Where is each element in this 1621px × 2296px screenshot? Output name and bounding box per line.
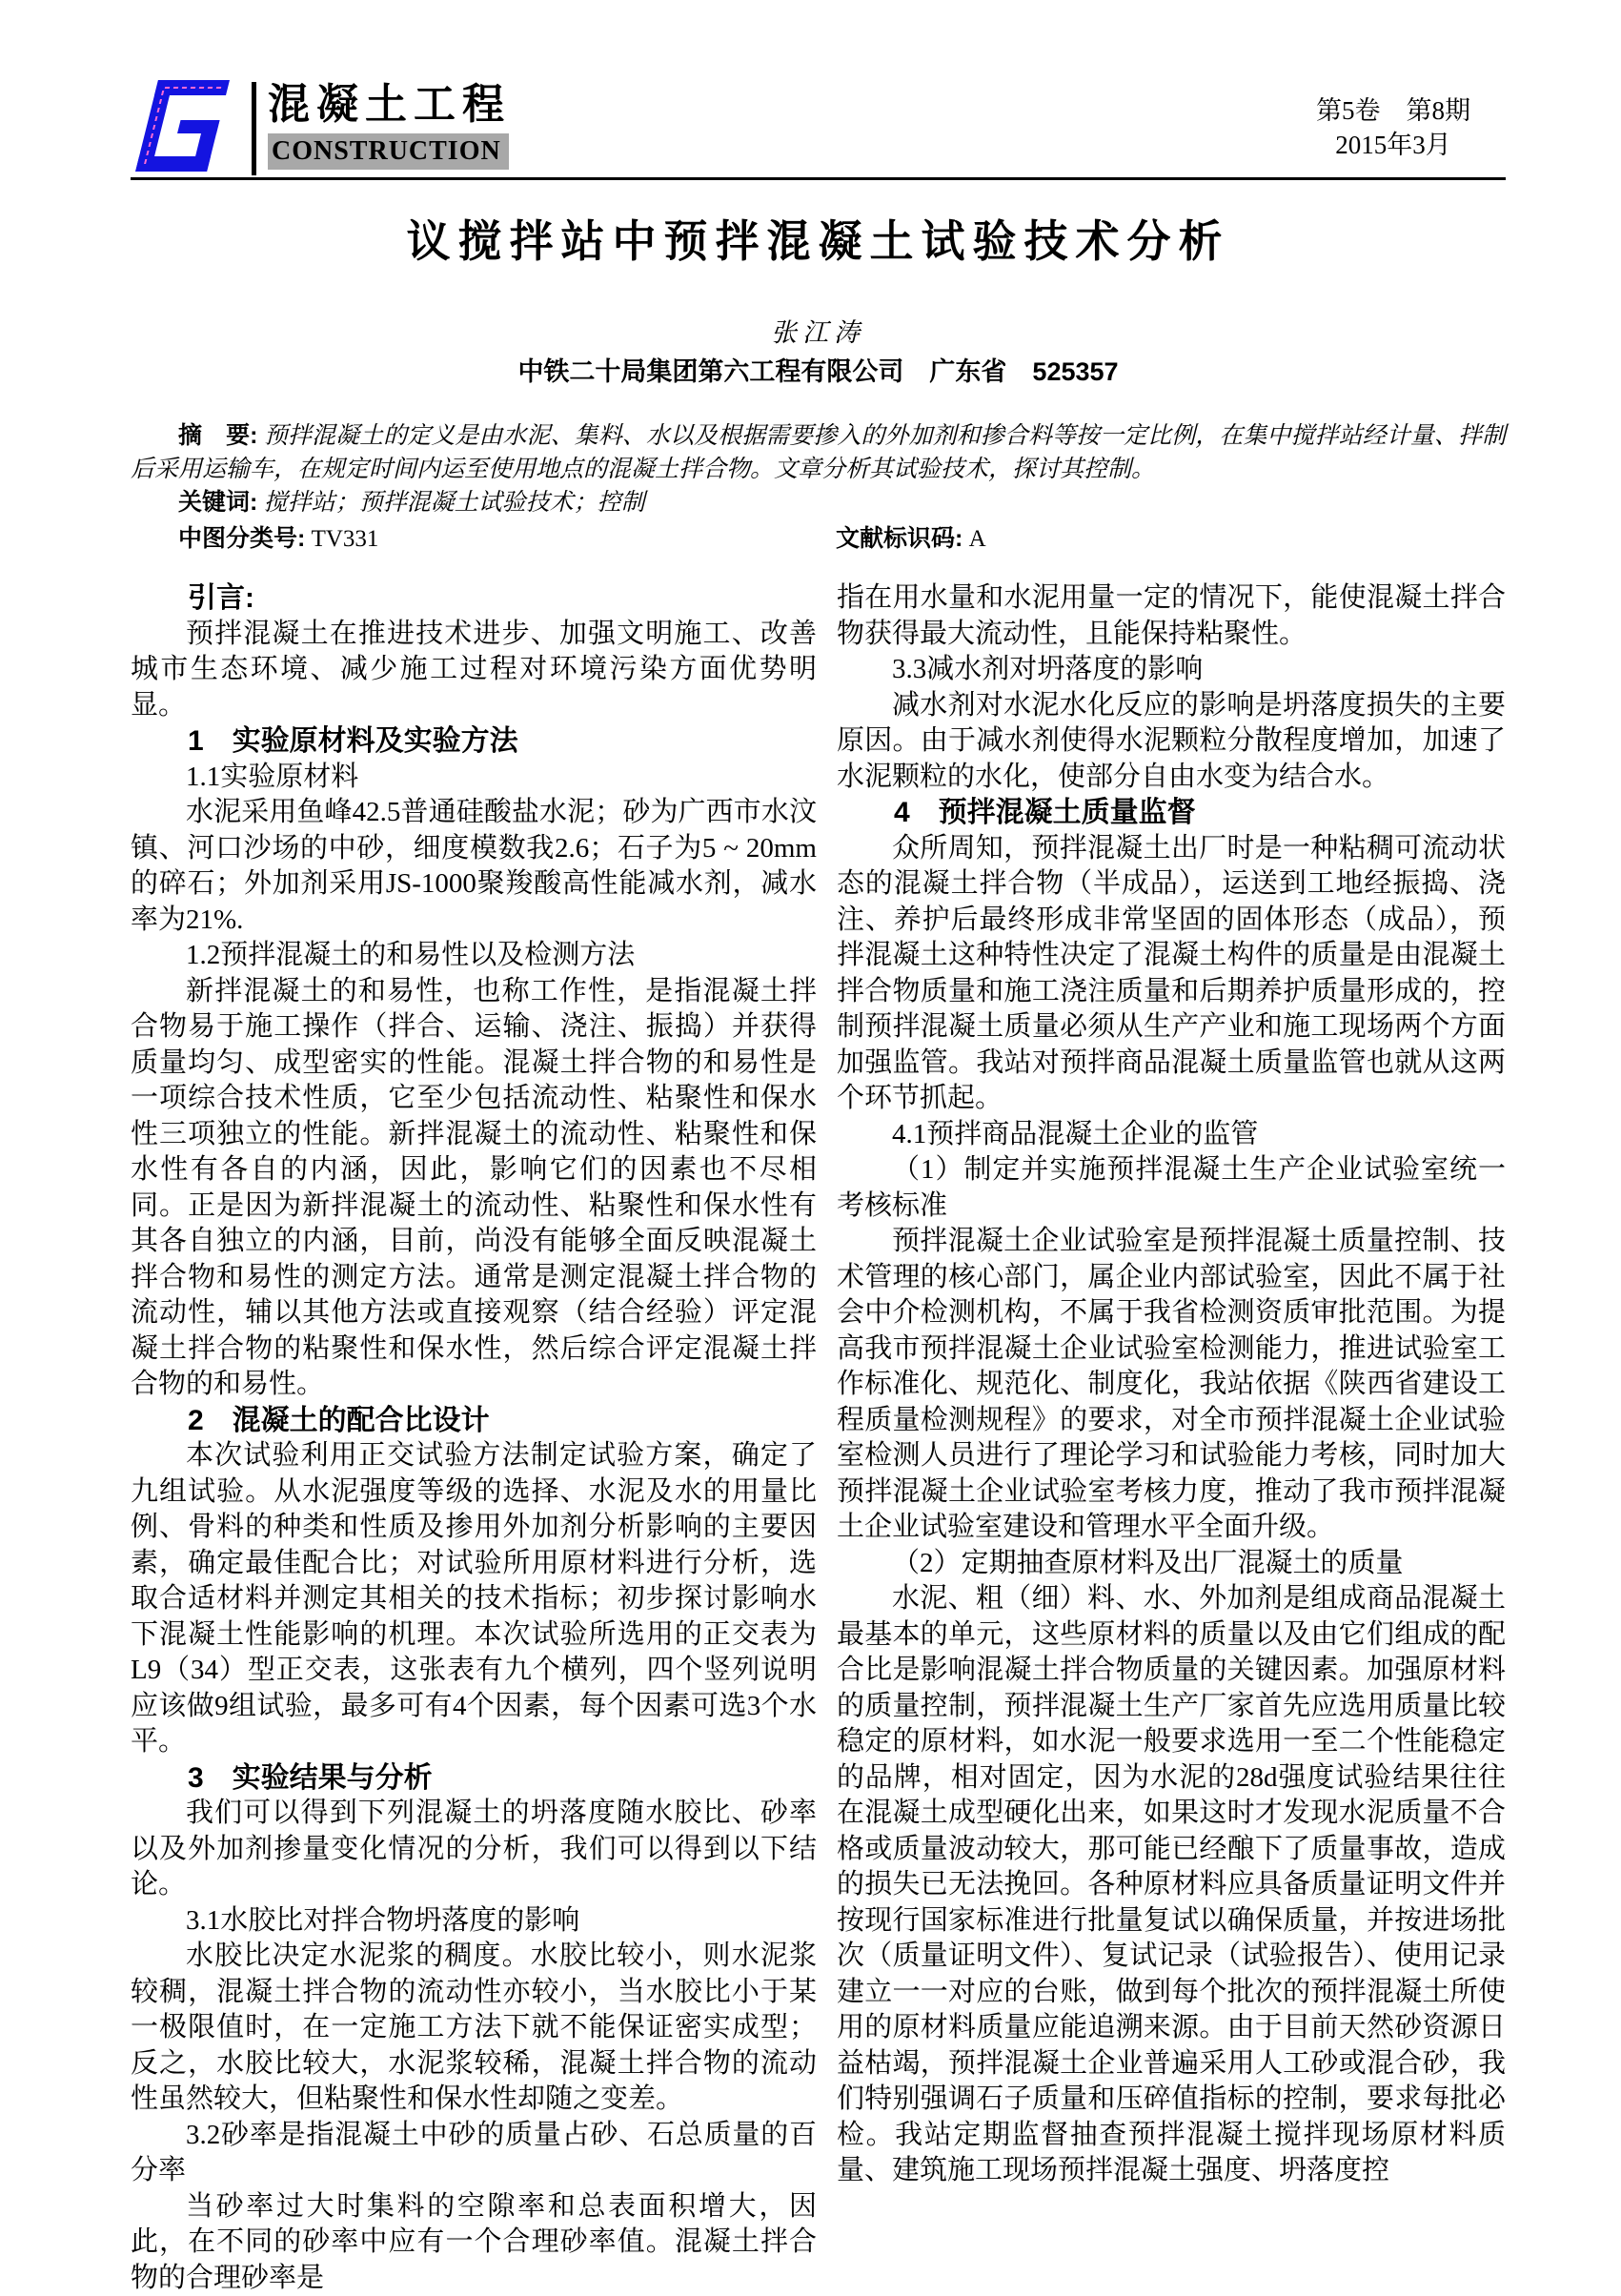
sub-heading: 4.1预拌商品混凝土企业的监管	[837, 1117, 1506, 1153]
abstract-line	[131, 419, 1506, 486]
paragraph: 我们可以得到下列混凝土的坍落度随水胶比、砂率以及外加剂掺量变化情况的分析，我们可以得到以下结论。	[131, 1796, 817, 1903]
paragraph: 本次试验利用正交试验方法制定试验方案，确定了九组试验。从水泥强度等级的选择、水泥及水的用量比例、骨料的种类和性质及掺用外加剂分析影响的主要因素，确定最佳配合比；对试验所用原材料进行分析，选取合适材料并测定其相关的技术指标；初步探讨影响水下混凝土性能影响的机理。本次试验所选用的正交表为L9（34）型正交表，这张表有九个横列，四个竖列说明应该做9组试验，最多可有4个因素，每个因素可选3个水平。	[131, 1438, 817, 1760]
article-meta	[131, 419, 1506, 556]
issue-info	[1288, 93, 1498, 162]
header-rule	[131, 177, 1506, 180]
body-columns	[131, 580, 1506, 2296]
article-content	[131, 181, 1506, 2296]
journal-name-cn: 混凝土工程	[268, 84, 511, 126]
logo-divider-bar	[252, 82, 256, 175]
sub-heading: 1.1实验原材料	[131, 760, 817, 796]
classification-row	[131, 522, 1506, 556]
right-column	[837, 580, 1506, 2296]
clc-cell	[131, 522, 836, 556]
section-heading: 3 实验结果与分析	[131, 1760, 817, 1797]
paragraph: 水泥、粗（细）料、水、外加剂是组成商品混凝土最基本的单元，这些原材料的质量以及由它们组成的配合比是影响混凝土拌合物质量的关键因素。加强原材料的质量控制，预拌混凝土生产厂家首先应选用质量比较稳定的原材料，如水泥一般要求选用一至二个性能稳定的品牌，相对固定，因为水泥的28d强度试验结果往往在混凝土成型硬化出来，如果这时才发现水泥质量不合格或质量波动较大，那可能已经酿下了质量事故，造成的损失已无法挽回。各种原材料应具备质量证明文件并按现行国家标准进行批量复试以确保质量，并按进场批次（质量证明文件）、复试记录（试验报告）、使用记录建立一一对应的台账，做到每个批次的预拌混凝土所使用的原材料质量应能追溯来源。由于目前天然砂资源日益枯竭，预拌混凝土企业普遍采用人工砂或混合砂，我们特别强调石子质量和压碎值指标的控制，要求每批必检。我站定期监督抽查预拌混凝土搅拌现场原材料质量、建筑施工现场预拌混凝土强度、坍落度控	[837, 1581, 1506, 2189]
paragraph: 指在用水量和水泥用量一定的情况下，能使混凝土拌合物获得最大流动性，且能保持粘聚性。	[837, 580, 1506, 652]
doc-code-value: A	[969, 526, 986, 552]
issue-date: 2015年3月	[1288, 128, 1498, 162]
paragraph: 当砂率过大时集料的空隙率和总表面积增大，因此，在不同的砂率中应有一个合理砂率值。混凝土拌合物的合理砂率是	[131, 2189, 817, 2296]
doc-code-label: 文献标识码:	[836, 525, 962, 552]
abstract-text: 预拌混凝土的定义是由水泥、集料、水以及根据需要掺入的外加剂和掺合料等按一定比例，在集中搅拌站经计量、拌制后采用运输车，在规定时间内运至使用地点的混凝土拌合物。文章分析其试验技术，探讨其控制。	[131, 423, 1506, 482]
keywords-label: 关键词:	[178, 489, 257, 516]
sub-heading: 3.1水胶比对拌合物坍落度的影响	[131, 1903, 817, 1940]
author-name: 张江涛	[131, 316, 1506, 349]
section-heading: 1 实验原材料及实验方法	[131, 723, 817, 760]
sub-heading: 3.2砂率是指混凝土中砂的质量占砂、石总质量的百分率	[131, 2118, 817, 2189]
journal-name-en: CONSTRUCTION	[268, 133, 509, 170]
paragraph: 新拌混凝土的和易性，也称工作性，是指混凝土拌合物易于施工操作（拌合、运输、浇注、振捣）并获得质量均匀、成型密实的性能。混凝土拌合物的和易性是一项综合技术性质，它至少包括流动性、粘聚性和保水性三项独立的性能。新拌混凝土的流动性、粘聚性和保水性有各自的内涵，因此，影响它们的因素也不尽相同。正是因为新拌混凝土的流动性、粘聚性和保水性有其各自独立的内涵，目前，尚没有能够全面反映混凝土拌合物和易性的测定方法。通常是测定混凝土拌合物的流动性，辅以其他方法或直接观察（结合经验）评定混凝土拌合物的粘聚性和保水性，然后综合评定混凝土拌合物的和易性。	[131, 974, 817, 1403]
left-column	[131, 580, 817, 2296]
paragraph: 众所周知，预拌混凝土出厂时是一种粘稠可流动状态的混凝土拌合物（半成品），运送到工地经振捣、浇注、养护后最终形成非常坚固的固体形态（成品），预拌混凝土这种特性决定了混凝土构件的质量是由混凝土拌合物质量和施工浇注质量和后期养护质量形成的，控制预拌混凝土质量必须从生产产业和施工现场两个方面加强监管。我站对预拌商品混凝土质量监管也就从这两个环节抓起。	[837, 831, 1506, 1117]
paragraph: 水泥采用鱼峰42.5普通硅酸盐水泥；砂为广西市水汶镇、河口沙场的中砂，细度模数我2.6；石子为5 ~ 20mm的碎石；外加剂采用JS-1000聚羧酸高性能减水剂，减水率为21%.	[131, 795, 817, 938]
abstract-label: 摘 要:	[178, 422, 258, 449]
article-title: 议搅拌站中预拌混凝土试验技术分析	[131, 215, 1506, 269]
paragraph: 水胶比决定水泥浆的稠度。水胶比较小，则水泥浆较稠，混凝土拌合物的流动性亦较小，当水胶比小于某一极限值时，在一定施工方法下就不能保证密实成型；反之，水胶比较大，水泥浆较稀，混凝土拌合物的流动性虽然较大，但粘聚性和保水性却随之变差。	[131, 1939, 817, 2118]
numbered-item: （1）制定并实施预拌混凝土生产企业试验室统一考核标准	[837, 1152, 1506, 1224]
numbered-item: （2）定期抽查原材料及出厂混凝土的质量	[837, 1546, 1506, 1582]
author-affiliation: 中铁二十局集团第六工程有限公司 广东省 525357	[131, 355, 1506, 389]
keywords-text: 搅拌站；预拌混凝土试验技术；控制	[264, 490, 645, 516]
paragraph: 减水剂对水泥水化反应的影响是坍落度损失的主要原因。由于减水剂使得水泥颗粒分散程度增加，加速了水泥颗粒的水化，使部分自由水变为结合水。	[837, 688, 1506, 796]
sub-heading: 1.2预拌混凝土的和易性以及检测方法	[131, 938, 817, 974]
section-heading: 4 预拌混凝土质量监督	[837, 795, 1506, 831]
section-heading: 2 混凝土的配合比设计	[131, 1403, 817, 1439]
paragraph: 预拌混凝土企业试验室是预拌混凝土质量控制、技术管理的核心部门，属企业内部试验室，因此不属于社会中介检测机构，不属于我省检测资质审批范围。为提高我市预拌混凝土企业试验室检测能力，推进试验室工作标准化、规范化、制度化，我站依据《陕西省建设工程质量检测规程》的要求，对全市预拌混凝土企业试验室检测人员进行了理论学习和试验能力考核，同时加大预拌混凝土企业试验室考核力度，推动了我市预拌混凝土企业试验室建设和管理水平全面升级。	[837, 1224, 1506, 1546]
clc-value: TV331	[312, 526, 379, 552]
clc-label: 中图分类号:	[178, 525, 305, 552]
paragraph: 预拌混凝土在推进技术进步、加强文明施工、改善城市生态环境、减少施工过程对环境污染方面优势明显。	[131, 617, 817, 724]
sub-heading: 3.3减水剂对坍落度的影响	[837, 652, 1506, 688]
section-heading: 引言:	[131, 580, 817, 617]
doc-code-cell	[836, 522, 1506, 556]
journal-logo-icon	[133, 76, 246, 177]
keywords-line	[131, 486, 1506, 519]
volume-issue: 第5卷 第8期	[1288, 93, 1498, 128]
